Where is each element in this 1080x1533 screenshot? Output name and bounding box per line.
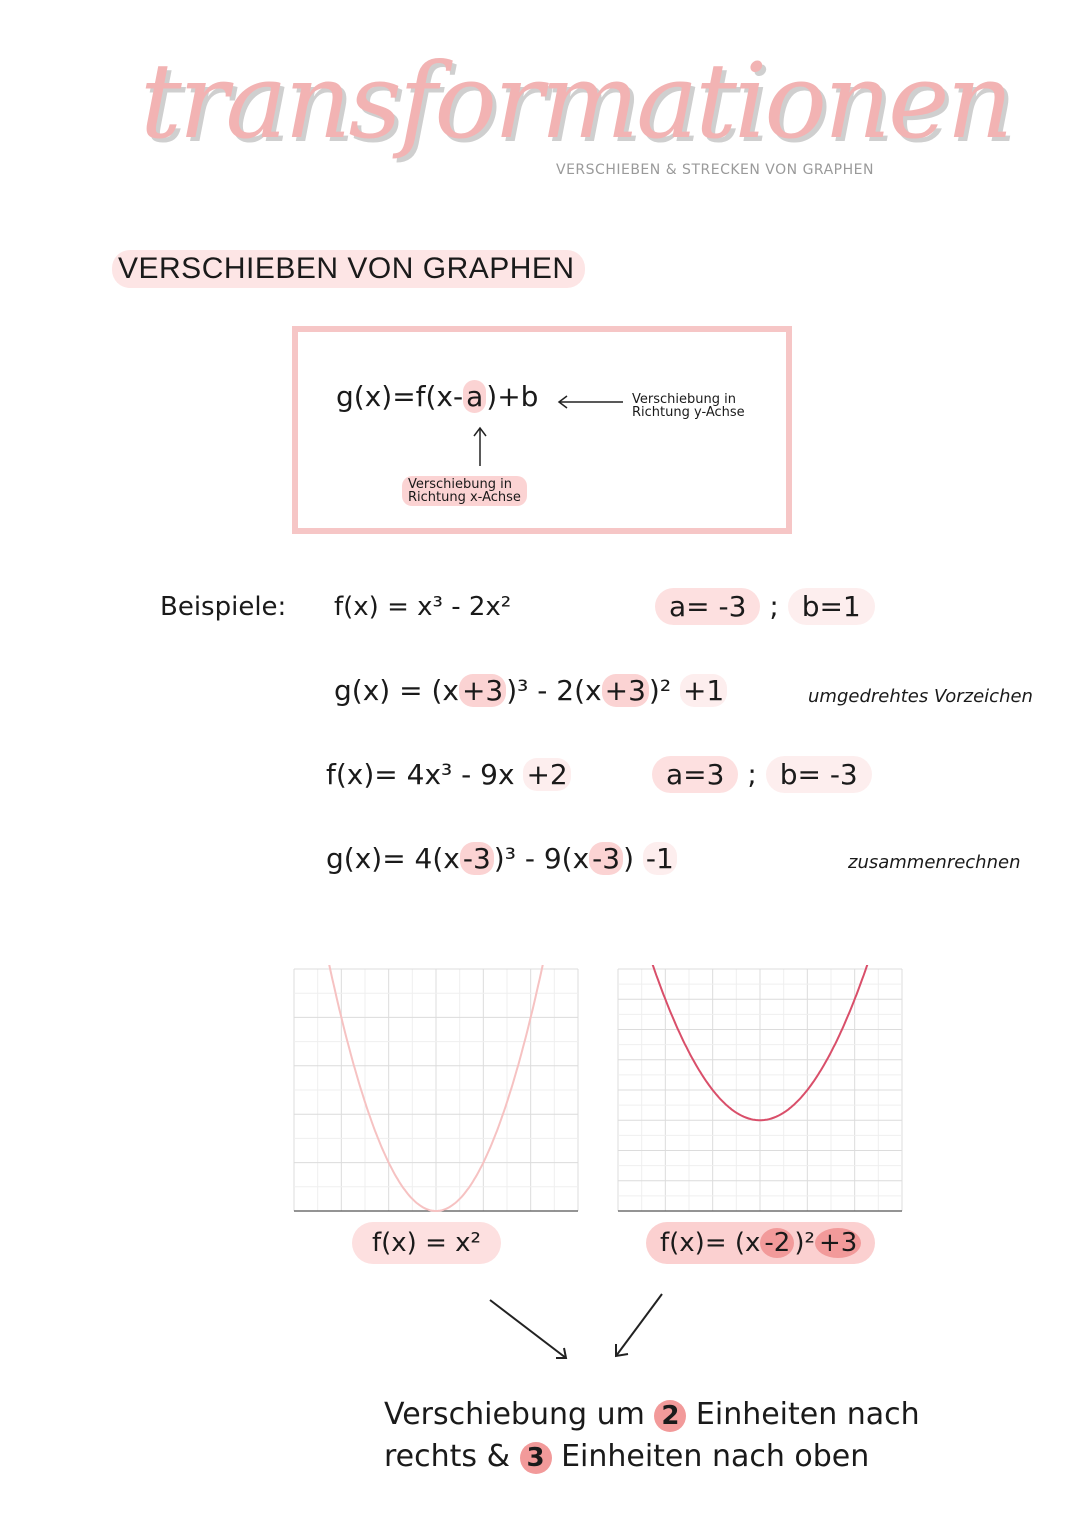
example1-f: f(x) = x³ - 2x² [334, 592, 512, 622]
ex2-f-part1: f(x)= 4x³ - 9x [326, 758, 524, 791]
note-x-line2: Richtung x-Achse [408, 490, 521, 505]
ex1-g-part1: g(x) = (x [334, 674, 459, 707]
ex1-g-hl2: +3 [602, 674, 649, 707]
ex1-g-hl3: +1 [680, 674, 727, 707]
example1-g [334, 674, 727, 707]
example2-f [326, 758, 571, 791]
arrow-left-icon [555, 392, 625, 412]
formula-a: a [463, 380, 486, 413]
formula-suffix: )+b [486, 380, 539, 413]
ex1-g-part3: )² [648, 674, 680, 707]
example2-params [652, 758, 872, 791]
conclusion-line1-a: Verschiebung um [384, 1397, 645, 1432]
conclusion-line1-b: Einheiten nach [695, 1397, 920, 1432]
ex2-f-hl1: +2 [523, 758, 570, 791]
conclusion [384, 1394, 920, 1478]
example2-g [326, 842, 677, 875]
example2-sep: ; [747, 758, 757, 791]
arrow-up-icon [470, 424, 490, 468]
conclusion-line2 [384, 1436, 920, 1478]
formula-box [292, 326, 792, 534]
ex2-g-hl3: -1 [643, 842, 677, 875]
example2-b: b= -3 [766, 756, 872, 793]
examples-label: Beispiele: [160, 592, 287, 622]
ex2-g-part1: g(x)= 4(x [326, 842, 460, 875]
right-label-part2: )² [794, 1228, 815, 1258]
graph-left [290, 965, 582, 1215]
note-y-line2: Richtung y-Achse [632, 405, 745, 420]
graph-left-label: f(x) = x² [352, 1222, 501, 1264]
ex2-g-hl1: -3 [460, 842, 494, 875]
section-heading: VERSCHIEBEN VON GRAPHEN [112, 250, 585, 288]
page-title: transformationen [140, 40, 1011, 162]
ex2-g-part2: )³ - 9(x [493, 842, 590, 875]
formula-prefix: g(x)=f(x- [336, 380, 464, 413]
conclusion-number-2: 2 [654, 1400, 686, 1432]
general-formula [336, 380, 538, 413]
ex1-g-part2: )³ - 2(x [506, 674, 602, 707]
graph-right-label [646, 1222, 875, 1264]
note-y-line1: Verschiebung in [632, 392, 736, 407]
ex2-g-hl2: -3 [589, 842, 623, 875]
right-label-part1: f(x)= (x [660, 1228, 761, 1258]
ex1-g-hl1: +3 [459, 674, 506, 707]
example1-params [655, 590, 875, 623]
example1-sep: ; [769, 590, 779, 623]
example1-note: umgedrehtes Vorzeichen [808, 686, 1033, 707]
page-subtitle: VERSCHIEBEN & STRECKEN VON GRAPHEN [556, 162, 874, 178]
note-x-shift [402, 476, 527, 506]
example1-b: b=1 [788, 588, 875, 625]
ex2-g-part3: ) [623, 842, 643, 875]
note-y-shift [632, 393, 745, 419]
example2-a: a=3 [652, 756, 738, 793]
conclusion-line1 [384, 1394, 920, 1436]
example1-a: a= -3 [655, 588, 760, 625]
note-x-line1: Verschiebung in [408, 477, 512, 492]
example2-note: zusammenrechnen [848, 852, 1021, 873]
conclusion-line2-b: Einheiten nach oben [561, 1439, 870, 1474]
arrow-down-left-icon [608, 1290, 668, 1362]
graph-right [614, 965, 906, 1215]
right-label-hl1: -2 [760, 1228, 794, 1258]
arrow-down-right-icon [486, 1294, 576, 1364]
right-label-hl2: +3 [815, 1228, 861, 1258]
conclusion-number-3: 3 [520, 1442, 552, 1474]
conclusion-line2-a: rechts & [384, 1439, 510, 1474]
